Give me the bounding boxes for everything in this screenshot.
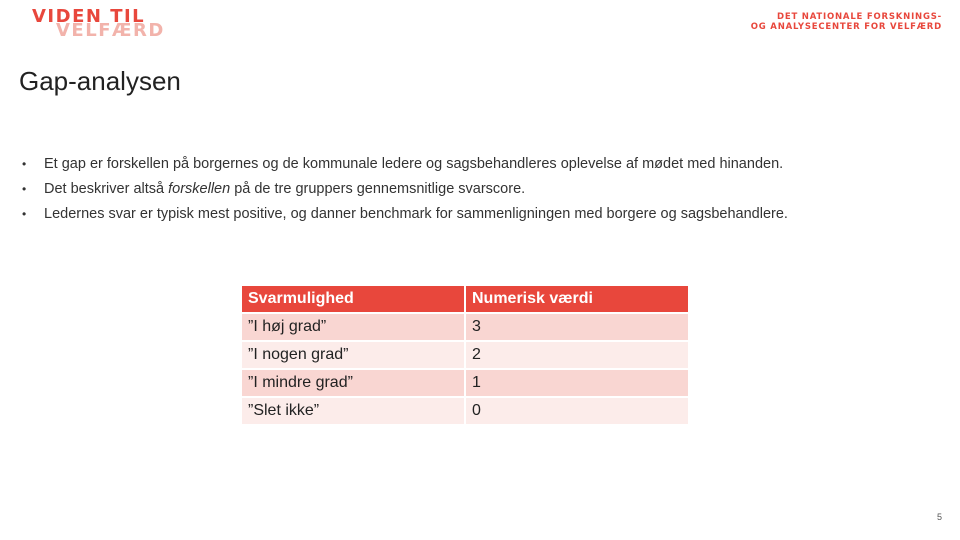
- table-cell: ”I nogen grad”: [242, 342, 464, 368]
- table-cell: ”Slet ikke”: [242, 398, 464, 424]
- table-row: [242, 398, 688, 424]
- column-header: Svarmulighed: [242, 286, 464, 312]
- table-cell: 1: [466, 370, 688, 396]
- bullet-text-post: på de tre gruppers gennemsnitlige svarscore.: [230, 181, 526, 197]
- bullet-item: [22, 202, 788, 227]
- table-header-row: [242, 286, 688, 312]
- bullet-item: [22, 177, 788, 202]
- viden-til-velfaerd-logo: [32, 6, 165, 41]
- table-cell: ”I høj grad”: [242, 314, 464, 340]
- bullet-dot-icon: •: [22, 157, 27, 171]
- logo-right-line-1: DET NATIONALE FORSKNINGS-: [776, 12, 942, 22]
- logo-line-1: VIDEN TIL: [32, 6, 146, 27]
- table-cell: 2: [466, 342, 688, 368]
- table-cell: 0: [466, 398, 688, 424]
- logo-line-2: VELFÆRD: [56, 20, 165, 41]
- column-header: Numerisk værdi: [466, 286, 688, 312]
- bullet-dot-icon: •: [22, 207, 27, 221]
- bullet-text-pre: Det beskriver altså: [44, 181, 169, 197]
- logo-right-line-2: OG ANALYSECENTER FOR VELFÆRD: [750, 22, 942, 32]
- table-cell: ”I mindre grad”: [242, 370, 464, 396]
- table-row: [242, 342, 688, 368]
- table-row: [242, 314, 688, 340]
- bullet-text-emphasis: forskellen: [168, 181, 231, 197]
- page-title: Gap-analysen: [19, 66, 181, 96]
- bullet-item: [22, 152, 788, 177]
- bullet-list: [22, 152, 788, 227]
- bullet-text: Ledernes svar er typisk mest positive, og danner benchmark for sammenligningen med borgere og sagsbehandlere.: [44, 206, 788, 222]
- bullet-text: Et gap er forskellen på borgernes og de kommunale ledere og sagsbehandleres oplevelse af mødet med hinanden.: [44, 156, 784, 172]
- value-table: [240, 284, 690, 426]
- table-cell: 3: [466, 314, 688, 340]
- table-row: [242, 370, 688, 396]
- vive-logo-text: [751, 12, 942, 32]
- bullet-dot-icon: •: [22, 182, 27, 196]
- page-number: 5: [936, 512, 942, 522]
